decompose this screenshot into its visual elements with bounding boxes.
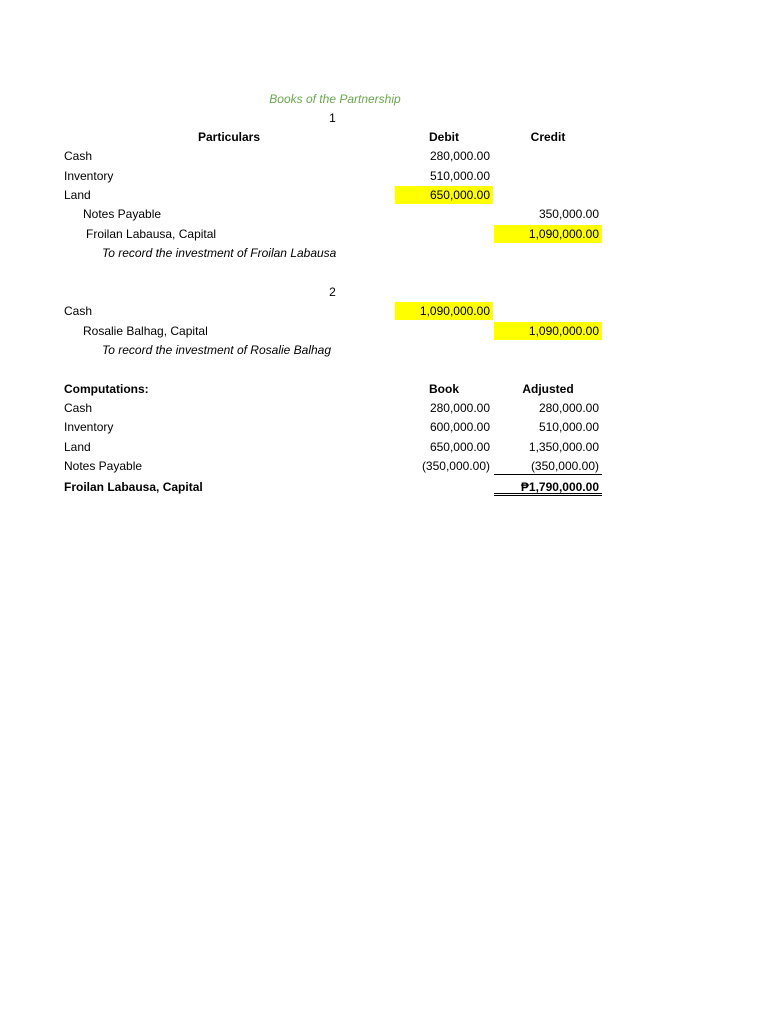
account-name: Cash xyxy=(64,304,93,318)
credit-amount: 350,000.00 xyxy=(538,207,599,221)
computation-label: Land xyxy=(64,440,91,454)
journal-memo: To record the investment of Rosalie Balhag xyxy=(102,343,332,357)
book-value: (350,000.00) xyxy=(421,459,490,473)
computation-row xyxy=(0,399,768,417)
document-title: Books of the Partnership xyxy=(269,92,401,106)
journal-line xyxy=(0,225,768,243)
debit-header: Debit xyxy=(429,130,459,144)
account-name: Inventory xyxy=(64,169,114,183)
journal-line xyxy=(0,186,768,204)
journal-line xyxy=(0,322,768,340)
journal-memo: To record the investment of Froilan Labausa xyxy=(102,246,337,260)
computation-label: Cash xyxy=(64,401,93,415)
entry-number-row xyxy=(0,283,768,301)
credit-header: Credit xyxy=(530,130,566,144)
debit-amount-highlighted: 1,090,000.00 xyxy=(395,302,493,320)
entry-number-row xyxy=(0,109,768,127)
debit-amount-highlighted: 650,000.00 xyxy=(395,186,493,204)
credit-amount-highlighted: 1,090,000.00 xyxy=(494,322,602,340)
adjusted-value: 280,000.00 xyxy=(538,401,599,415)
account-name: Notes Payable xyxy=(83,207,162,221)
journal-line xyxy=(0,205,768,223)
journal-memo-row xyxy=(0,341,768,359)
journal-line xyxy=(0,167,768,185)
debit-amount: 510,000.00 xyxy=(429,169,490,183)
journal-line xyxy=(0,147,768,165)
journal-memo-row xyxy=(0,244,768,262)
computations-header-row xyxy=(0,380,768,398)
journal-line xyxy=(0,302,768,320)
book-value: 650,000.00 xyxy=(429,440,490,454)
entry-number: 2 xyxy=(329,285,336,299)
capital-total: ₱1,790,000.00 xyxy=(494,478,602,496)
account-name: Froilan Labausa, Capital xyxy=(86,227,217,241)
entry-number: 1 xyxy=(329,111,336,125)
computation-row xyxy=(0,438,768,456)
credit-amount-highlighted: 1,090,000.00 xyxy=(494,225,602,243)
computation-label: Inventory xyxy=(64,420,114,434)
book-header: Book xyxy=(429,382,459,396)
account-name: Land xyxy=(64,188,91,202)
account-name: Rosalie Balhag, Capital xyxy=(83,324,208,338)
debit-amount: 280,000.00 xyxy=(429,149,490,163)
adjusted-value-underlined: (350,000.00) xyxy=(494,457,602,475)
computations-heading: Computations: xyxy=(64,382,149,396)
adjusted-header: Adjusted xyxy=(522,382,574,396)
book-value: 280,000.00 xyxy=(429,401,490,415)
computation-total-row xyxy=(0,478,768,496)
computation-row xyxy=(0,457,768,475)
journal-header-row xyxy=(0,128,768,146)
adjusted-value: 1,350,000.00 xyxy=(528,440,599,454)
computation-label: Froilan Labausa, Capital xyxy=(64,480,203,494)
computation-label: Notes Payable xyxy=(64,459,143,473)
computation-row xyxy=(0,418,768,436)
account-name: Cash xyxy=(64,149,93,163)
particulars-header: Particulars xyxy=(197,130,261,144)
book-value: 600,000.00 xyxy=(429,420,490,434)
adjusted-value: 510,000.00 xyxy=(538,420,599,434)
